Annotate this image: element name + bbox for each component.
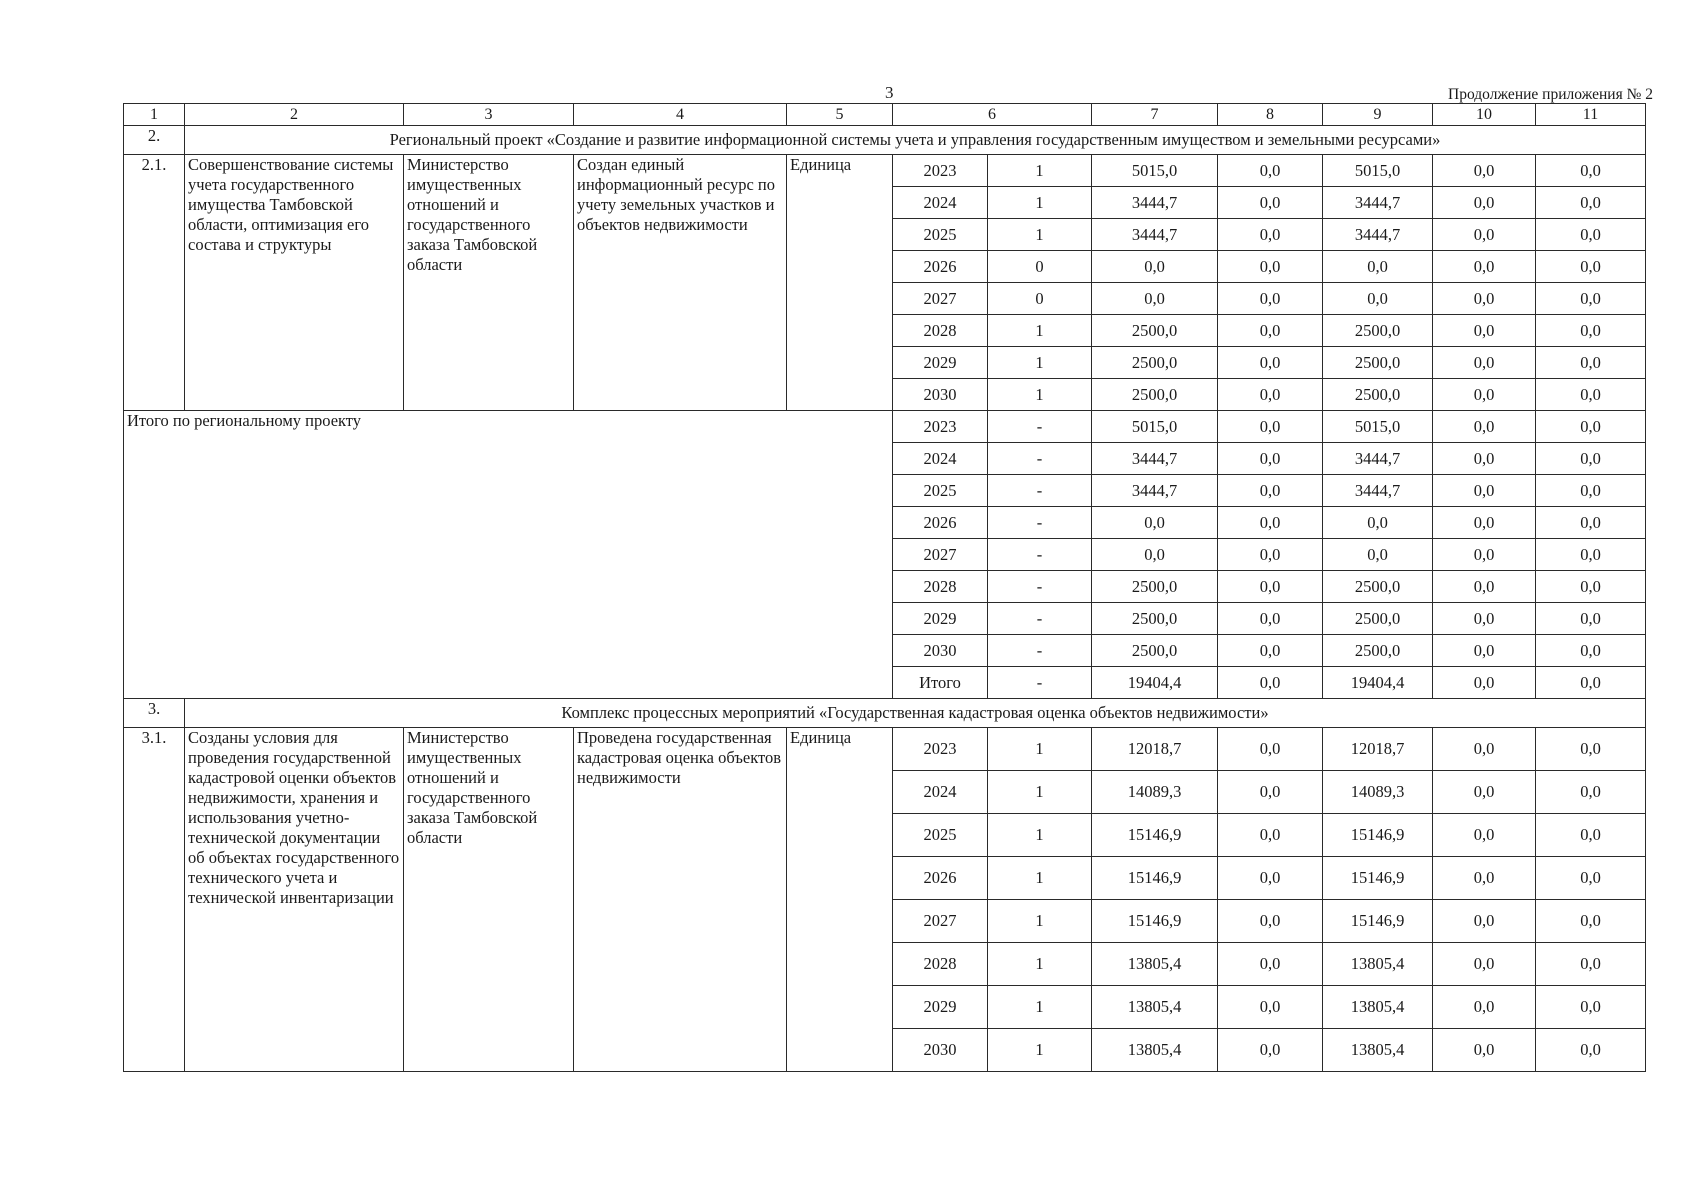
year-cell: 2030 <box>893 379 988 411</box>
year-cell: 2027 <box>893 283 988 315</box>
value-cell: 15146,9 <box>1323 900 1433 943</box>
value-cell: 0,0 <box>1433 155 1536 187</box>
year-cell: 2027 <box>893 900 988 943</box>
section-number: 3. <box>124 699 185 728</box>
year-cell: 2027 <box>893 539 988 571</box>
value-cell: 0,0 <box>1536 219 1646 251</box>
value-cell: 14089,3 <box>1092 771 1218 814</box>
value-cell: 0,0 <box>1218 219 1323 251</box>
header-cell: 3 <box>404 104 574 126</box>
value-cell: 3444,7 <box>1323 475 1433 507</box>
value-cell: 19404,4 <box>1092 667 1218 699</box>
value-cell: 0,0 <box>1433 475 1536 507</box>
value-cell: 0,0 <box>1218 539 1323 571</box>
value-cell: 0,0 <box>1433 411 1536 443</box>
year-cell: 2024 <box>893 771 988 814</box>
header-cell: 10 <box>1433 104 1536 126</box>
value-cell: 0,0 <box>1218 857 1323 900</box>
value-cell: 3444,7 <box>1092 187 1218 219</box>
value-cell: 2500,0 <box>1323 347 1433 379</box>
qty-cell: 1 <box>988 347 1092 379</box>
value-cell: 0,0 <box>1433 635 1536 667</box>
value-cell: 0,0 <box>1092 539 1218 571</box>
section-number: 2. <box>124 126 185 155</box>
value-cell: 0,0 <box>1536 1029 1646 1072</box>
qty-cell: - <box>988 571 1092 603</box>
value-cell: 0,0 <box>1536 539 1646 571</box>
value-cell: 0,0 <box>1536 986 1646 1029</box>
value-cell: 0,0 <box>1433 347 1536 379</box>
value-cell: 12018,7 <box>1092 728 1218 771</box>
year-cell: 2030 <box>893 635 988 667</box>
qty-cell: - <box>988 443 1092 475</box>
year-cell: 2023 <box>893 728 988 771</box>
budget-table <box>123 103 1646 1072</box>
value-cell: 0,0 <box>1433 251 1536 283</box>
year-cell: 2029 <box>893 603 988 635</box>
year-cell: 2025 <box>893 814 988 857</box>
value-cell: 15146,9 <box>1323 857 1433 900</box>
year-cell: 2024 <box>893 187 988 219</box>
year-cell: 2023 <box>893 155 988 187</box>
value-cell: 3444,7 <box>1323 187 1433 219</box>
qty-cell: 1 <box>988 728 1092 771</box>
value-cell: 3444,7 <box>1323 443 1433 475</box>
value-cell: 0,0 <box>1218 443 1323 475</box>
total-row <box>124 411 1646 443</box>
qty-cell: 1 <box>988 379 1092 411</box>
value-cell: 0,0 <box>1536 155 1646 187</box>
value-cell: 2500,0 <box>1323 315 1433 347</box>
item-executor: Министерство имущественных отношений и государственного заказа Тамбовской области <box>404 728 574 1072</box>
value-cell: 0,0 <box>1218 283 1323 315</box>
value-cell: 0,0 <box>1536 667 1646 699</box>
value-cell: 13805,4 <box>1323 943 1433 986</box>
item-unit: Единица <box>787 155 893 411</box>
value-cell: 0,0 <box>1092 251 1218 283</box>
value-cell: 0,0 <box>1536 635 1646 667</box>
value-cell: 0,0 <box>1218 155 1323 187</box>
qty-cell: 1 <box>988 943 1092 986</box>
value-cell: 2500,0 <box>1092 315 1218 347</box>
header-cell: 5 <box>787 104 893 126</box>
year-cell: 2023 <box>893 411 988 443</box>
value-cell: 0,0 <box>1536 857 1646 900</box>
value-cell: 0,0 <box>1218 943 1323 986</box>
value-cell: 0,0 <box>1536 814 1646 857</box>
value-cell: 0,0 <box>1323 251 1433 283</box>
value-cell: 2500,0 <box>1092 635 1218 667</box>
qty-cell: - <box>988 667 1092 699</box>
value-cell: 3444,7 <box>1092 443 1218 475</box>
value-cell: 0,0 <box>1536 475 1646 507</box>
table-row <box>124 728 1646 771</box>
header-cell: 7 <box>1092 104 1218 126</box>
value-cell: 13805,4 <box>1323 986 1433 1029</box>
value-cell: 0,0 <box>1433 667 1536 699</box>
item-result: Проведена государственная кадастровая оценка объектов недвижимости <box>574 728 787 1072</box>
continuation-label: Продолжение приложения № 2 <box>1448 86 1653 103</box>
value-cell: 0,0 <box>1218 900 1323 943</box>
qty-cell: 1 <box>988 155 1092 187</box>
value-cell: 15146,9 <box>1092 900 1218 943</box>
year-cell: 2028 <box>893 571 988 603</box>
header-cell: 11 <box>1536 104 1646 126</box>
value-cell: 0,0 <box>1433 986 1536 1029</box>
qty-cell: 0 <box>988 283 1092 315</box>
qty-cell: 0 <box>988 251 1092 283</box>
value-cell: 0,0 <box>1433 571 1536 603</box>
qty-cell: - <box>988 635 1092 667</box>
value-cell: 0,0 <box>1536 283 1646 315</box>
value-cell: 0,0 <box>1536 187 1646 219</box>
value-cell: 0,0 <box>1323 283 1433 315</box>
value-cell: 12018,7 <box>1323 728 1433 771</box>
year-cell: 2028 <box>893 943 988 986</box>
value-cell: 0,0 <box>1536 900 1646 943</box>
qty-cell: 1 <box>988 986 1092 1029</box>
value-cell: 0,0 <box>1218 814 1323 857</box>
year-cell: 2030 <box>893 1029 988 1072</box>
header-cell: 1 <box>124 104 185 126</box>
value-cell: 2500,0 <box>1323 379 1433 411</box>
qty-cell: 1 <box>988 187 1092 219</box>
year-cell: 2024 <box>893 443 988 475</box>
value-cell: 0,0 <box>1433 315 1536 347</box>
value-cell: 0,0 <box>1433 219 1536 251</box>
qty-cell: 1 <box>988 814 1092 857</box>
value-cell: 0,0 <box>1218 475 1323 507</box>
section-row <box>124 126 1646 155</box>
value-cell: 0,0 <box>1433 1029 1536 1072</box>
value-cell: 3444,7 <box>1092 475 1218 507</box>
value-cell: 0,0 <box>1433 771 1536 814</box>
qty-cell: 1 <box>988 900 1092 943</box>
value-cell: 0,0 <box>1536 728 1646 771</box>
section-title: Комплекс процессных мероприятий «Государственная кадастровая оценка объектов недвижимости» <box>185 699 1646 728</box>
value-cell: 13805,4 <box>1323 1029 1433 1072</box>
value-cell: 0,0 <box>1218 507 1323 539</box>
header-cell: 2 <box>185 104 404 126</box>
header-cell: 9 <box>1323 104 1433 126</box>
value-cell: 0,0 <box>1323 539 1433 571</box>
qty-cell: 1 <box>988 219 1092 251</box>
value-cell: 2500,0 <box>1092 347 1218 379</box>
qty-cell: - <box>988 507 1092 539</box>
qty-cell: 1 <box>988 857 1092 900</box>
value-cell: 0,0 <box>1218 728 1323 771</box>
value-cell: 0,0 <box>1218 571 1323 603</box>
value-cell: 2500,0 <box>1323 635 1433 667</box>
value-cell: 0,0 <box>1536 603 1646 635</box>
item-number: 3.1. <box>124 728 185 1072</box>
item-unit: Единица <box>787 728 893 1072</box>
value-cell: 2500,0 <box>1092 379 1218 411</box>
value-cell: 15146,9 <box>1092 814 1218 857</box>
value-cell: 15146,9 <box>1092 857 1218 900</box>
value-cell: 0,0 <box>1092 283 1218 315</box>
value-cell: 0,0 <box>1218 635 1323 667</box>
item-result: Создан единый информационный ресурс по учету земельных участков и объектов недвижимости <box>574 155 787 411</box>
header-row <box>124 104 1646 126</box>
qty-cell: - <box>988 411 1092 443</box>
value-cell: 0,0 <box>1536 315 1646 347</box>
value-cell: 0,0 <box>1536 571 1646 603</box>
header-cell: 8 <box>1218 104 1323 126</box>
qty-cell: - <box>988 475 1092 507</box>
value-cell: 19404,4 <box>1323 667 1433 699</box>
qty-cell: 1 <box>988 771 1092 814</box>
value-cell: 0,0 <box>1218 187 1323 219</box>
value-cell: 0,0 <box>1218 347 1323 379</box>
value-cell: 0,0 <box>1433 379 1536 411</box>
header-cell: 6 <box>893 104 1092 126</box>
year-cell: 2029 <box>893 986 988 1029</box>
year-cell: 2026 <box>893 857 988 900</box>
value-cell: 0,0 <box>1536 379 1646 411</box>
value-cell: 0,0 <box>1218 251 1323 283</box>
qty-cell: 1 <box>988 1029 1092 1072</box>
year-cell: 2028 <box>893 315 988 347</box>
value-cell: 2500,0 <box>1323 571 1433 603</box>
value-cell: 0,0 <box>1536 251 1646 283</box>
item-number: 2.1. <box>124 155 185 411</box>
value-cell: 0,0 <box>1433 857 1536 900</box>
value-cell: 13805,4 <box>1092 1029 1218 1072</box>
header-cell: 4 <box>574 104 787 126</box>
value-cell: 0,0 <box>1092 507 1218 539</box>
value-cell: 0,0 <box>1433 728 1536 771</box>
section-row <box>124 699 1646 728</box>
value-cell: 0,0 <box>1536 347 1646 379</box>
year-cell: 2025 <box>893 475 988 507</box>
value-cell: 5015,0 <box>1092 411 1218 443</box>
value-cell: 0,0 <box>1433 603 1536 635</box>
value-cell: 5015,0 <box>1323 155 1433 187</box>
value-cell: 0,0 <box>1433 539 1536 571</box>
value-cell: 0,0 <box>1218 603 1323 635</box>
year-cell: 2029 <box>893 347 988 379</box>
value-cell: 0,0 <box>1433 187 1536 219</box>
value-cell: 14089,3 <box>1323 771 1433 814</box>
value-cell: 0,0 <box>1433 507 1536 539</box>
value-cell: 0,0 <box>1218 667 1323 699</box>
item-name: Совершенствование системы учета государственного имущества Тамбовской области, оптимизация его состава и структуры <box>185 155 404 411</box>
value-cell: 2500,0 <box>1092 571 1218 603</box>
item-name: Созданы условия для проведения государственной кадастровой оценки объектов недвижимости, хранения и использования учетно-технической документации об объектах государственного технического учета и технической инвентаризации <box>185 728 404 1072</box>
value-cell: 15146,9 <box>1323 814 1433 857</box>
qty-cell: - <box>988 603 1092 635</box>
value-cell: 0,0 <box>1218 1029 1323 1072</box>
year-cell: Итого <box>893 667 988 699</box>
value-cell: 0,0 <box>1433 900 1536 943</box>
value-cell: 0,0 <box>1218 411 1323 443</box>
year-cell: 2026 <box>893 507 988 539</box>
value-cell: 0,0 <box>1433 943 1536 986</box>
value-cell: 0,0 <box>1536 443 1646 475</box>
value-cell: 3444,7 <box>1323 219 1433 251</box>
value-cell: 0,0 <box>1536 411 1646 443</box>
value-cell: 0,0 <box>1218 771 1323 814</box>
value-cell: 0,0 <box>1218 986 1323 1029</box>
item-executor: Министерство имущественных отношений и государственного заказа Тамбовской области <box>404 155 574 411</box>
value-cell: 0,0 <box>1433 443 1536 475</box>
year-cell: 2025 <box>893 219 988 251</box>
section-title: Региональный проект «Создание и развитие информационной системы учета и управления государственным имуществом и земельными ресурсами» <box>185 126 1646 155</box>
value-cell: 0,0 <box>1218 315 1323 347</box>
qty-cell: - <box>988 539 1092 571</box>
table-row <box>124 155 1646 187</box>
value-cell: 0,0 <box>1536 507 1646 539</box>
qty-cell: 1 <box>988 315 1092 347</box>
value-cell: 0,0 <box>1433 814 1536 857</box>
value-cell: 0,0 <box>1218 379 1323 411</box>
value-cell: 13805,4 <box>1092 986 1218 1029</box>
value-cell: 5015,0 <box>1323 411 1433 443</box>
page-number: 3 <box>885 83 894 102</box>
value-cell: 0,0 <box>1536 943 1646 986</box>
value-cell: 0,0 <box>1536 771 1646 814</box>
total-label: Итого по региональному проекту <box>124 411 893 699</box>
year-cell: 2026 <box>893 251 988 283</box>
value-cell: 5015,0 <box>1092 155 1218 187</box>
value-cell: 2500,0 <box>1323 603 1433 635</box>
value-cell: 0,0 <box>1323 507 1433 539</box>
value-cell: 2500,0 <box>1092 603 1218 635</box>
value-cell: 3444,7 <box>1092 219 1218 251</box>
value-cell: 13805,4 <box>1092 943 1218 986</box>
value-cell: 0,0 <box>1433 283 1536 315</box>
